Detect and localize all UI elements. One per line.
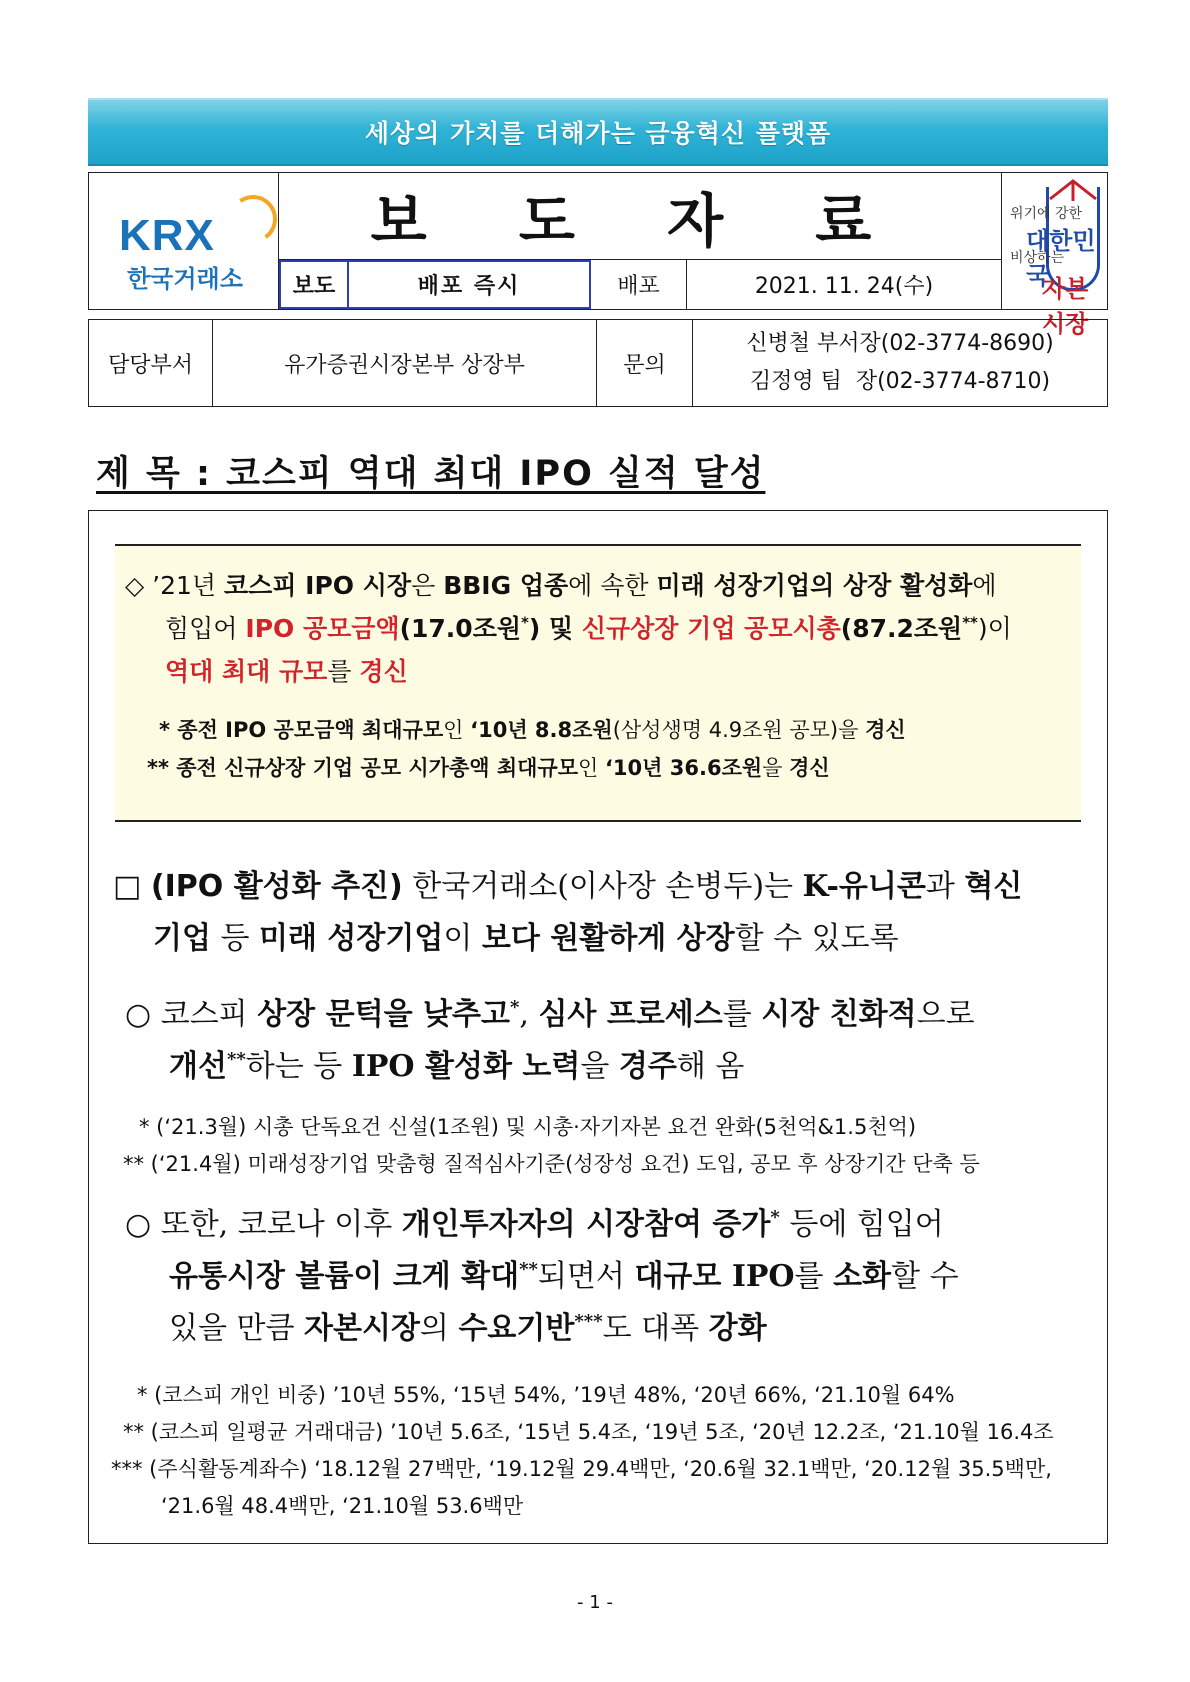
bullet2-line-3: 있을 만큼 자본시장의 수요기반***도 대폭 강화 [169, 1311, 767, 1346]
bullet1-line-2: 개선**하는 등 IPO 활성화 노력을 경주해 옴 [169, 1049, 745, 1084]
bullet2-footnote-2: ** (코스피 일평균 거래대금) ’10년 5.6조, ‘15년 5.4조, ‘19년 5조, ‘20년 12.2조, ‘21.10월 16.4조 [123, 1420, 1054, 1444]
release-type-label: 보도 [279, 260, 349, 309]
summary-line-2: 힘입어 IPO 공모금액(17.0조원*) 및 신규상장 기업 공모시총(87.2조원**)이 [165, 613, 1012, 643]
summary-box [115, 544, 1081, 822]
krx-logo-text: KRX [119, 211, 215, 260]
bullet2-footnote-3: *** (주식활동계좌수) ‘18.12월 27백만, ‘19.12월 29.4백만, ‘20.6월 32.1백만, ‘20.12월 35.5백만, [111, 1457, 1052, 1481]
summary-footnote-1: * 종전 IPO 공모금액 최대규모인 ‘10년 8.8조원(삼성생명 4.9조원 공모)을 경신 [159, 718, 906, 742]
body-box [88, 510, 1108, 1544]
contact-table [88, 319, 1108, 407]
distribution-label: 배포 [591, 260, 687, 309]
contact-person-1: 신병철 부서장(02-3774-8690) [746, 331, 1054, 356]
department-value: 유가증권시장본부 상장부 [213, 320, 597, 406]
bullet2-line-2: 유통시장 볼륨이 크게 확대**되면서 대규모 IPO를 소화할 수 [169, 1259, 959, 1294]
summary-line-1: ◇ ’21년 코스피 IPO 시장은 BBIG 업종에 속한 미래 성장기업의 상장 활성화에 [125, 571, 997, 600]
inquiry-label: 문의 [597, 320, 693, 406]
slogan-line3: 비상하는 [1010, 250, 1065, 266]
page-number: - 1 - [577, 1592, 613, 1613]
bullet1-line-1: ○ 코스피 상장 문턱을 낮추고*, 심사 프로세스를 시장 친화적으로 [125, 997, 975, 1032]
contact-person-2: 김정영 팀 장(02-3774-8710) [749, 369, 1051, 394]
bullet2-footnote-1: * (코스피 개인 비중) ’10년 55%, ‘15년 54%, ’19년 48%, ‘20년 66%, ‘21.10월 64% [137, 1383, 955, 1407]
slogan-line1: 위기에 강한 [1010, 206, 1083, 222]
bullet2-footnote-3-cont: ‘21.6월 48.4백만, ‘21.10월 53.6백만 [161, 1494, 524, 1518]
summary-line-3: 역대 최대 규모를 경신 [165, 657, 408, 686]
slogan-line2: 대한민국 [1026, 227, 1096, 290]
bullet2-line-1: ○ 또한, 코로나 이후 개인투자자의 시장참여 증가* 등에 힘입어 [125, 1207, 944, 1242]
krx-logo-subtitle: 한국거래소 [127, 265, 243, 293]
capital-market-slogan-logo [1001, 173, 1107, 338]
section-ipo-activation-line-1: □ (IPO 활성화 추진) 한국거래소(이사장 손병두)는 K-유니콘과 혁신 [113, 869, 1023, 904]
document-title: 보 도 자 료 [370, 187, 908, 255]
krx-logo [89, 173, 279, 309]
release-timing: 배포 즉시 [349, 260, 591, 309]
top-banner [88, 98, 1108, 166]
release-date: 2021. 11. 24(수) [754, 274, 934, 299]
section-ipo-activation-line-2: 기업 등 미래 성장기업이 보다 원활하게 상장할 수 있도록 [153, 921, 899, 956]
department-label: 담당부서 [89, 320, 213, 406]
banner-text: 세상의 가치를 더해가는 금융혁신 플랫폼 [364, 119, 832, 148]
header-table [88, 172, 1108, 338]
release-row [279, 259, 1001, 309]
inquiry-contacts [693, 320, 1107, 406]
summary-footnote-2: ** 종전 신규상장 기업 공모 시가총액 최대규모인 ‘10년 36.6조원을 경신 [147, 756, 830, 780]
krx-swoosh-icon [225, 191, 281, 247]
bullet1-footnote-2: ** (‘21.4월) 미래성장기업 맞춤형 질적심사기준(성장성 요건) 도입, 공모 후 상장기간 단축 등 [123, 1152, 980, 1176]
slogan-line4: 자본시장 [1042, 275, 1089, 338]
subject-title: 제 목 : 코스피 역대 최대 IPO 실적 달성 [96, 454, 766, 494]
bullet1-footnote-1: * (‘21.3월) 시총 단독요건 신설(1조원) 및 시총·자기자본 요건 완화(5천억&1.5천억) [139, 1115, 917, 1139]
